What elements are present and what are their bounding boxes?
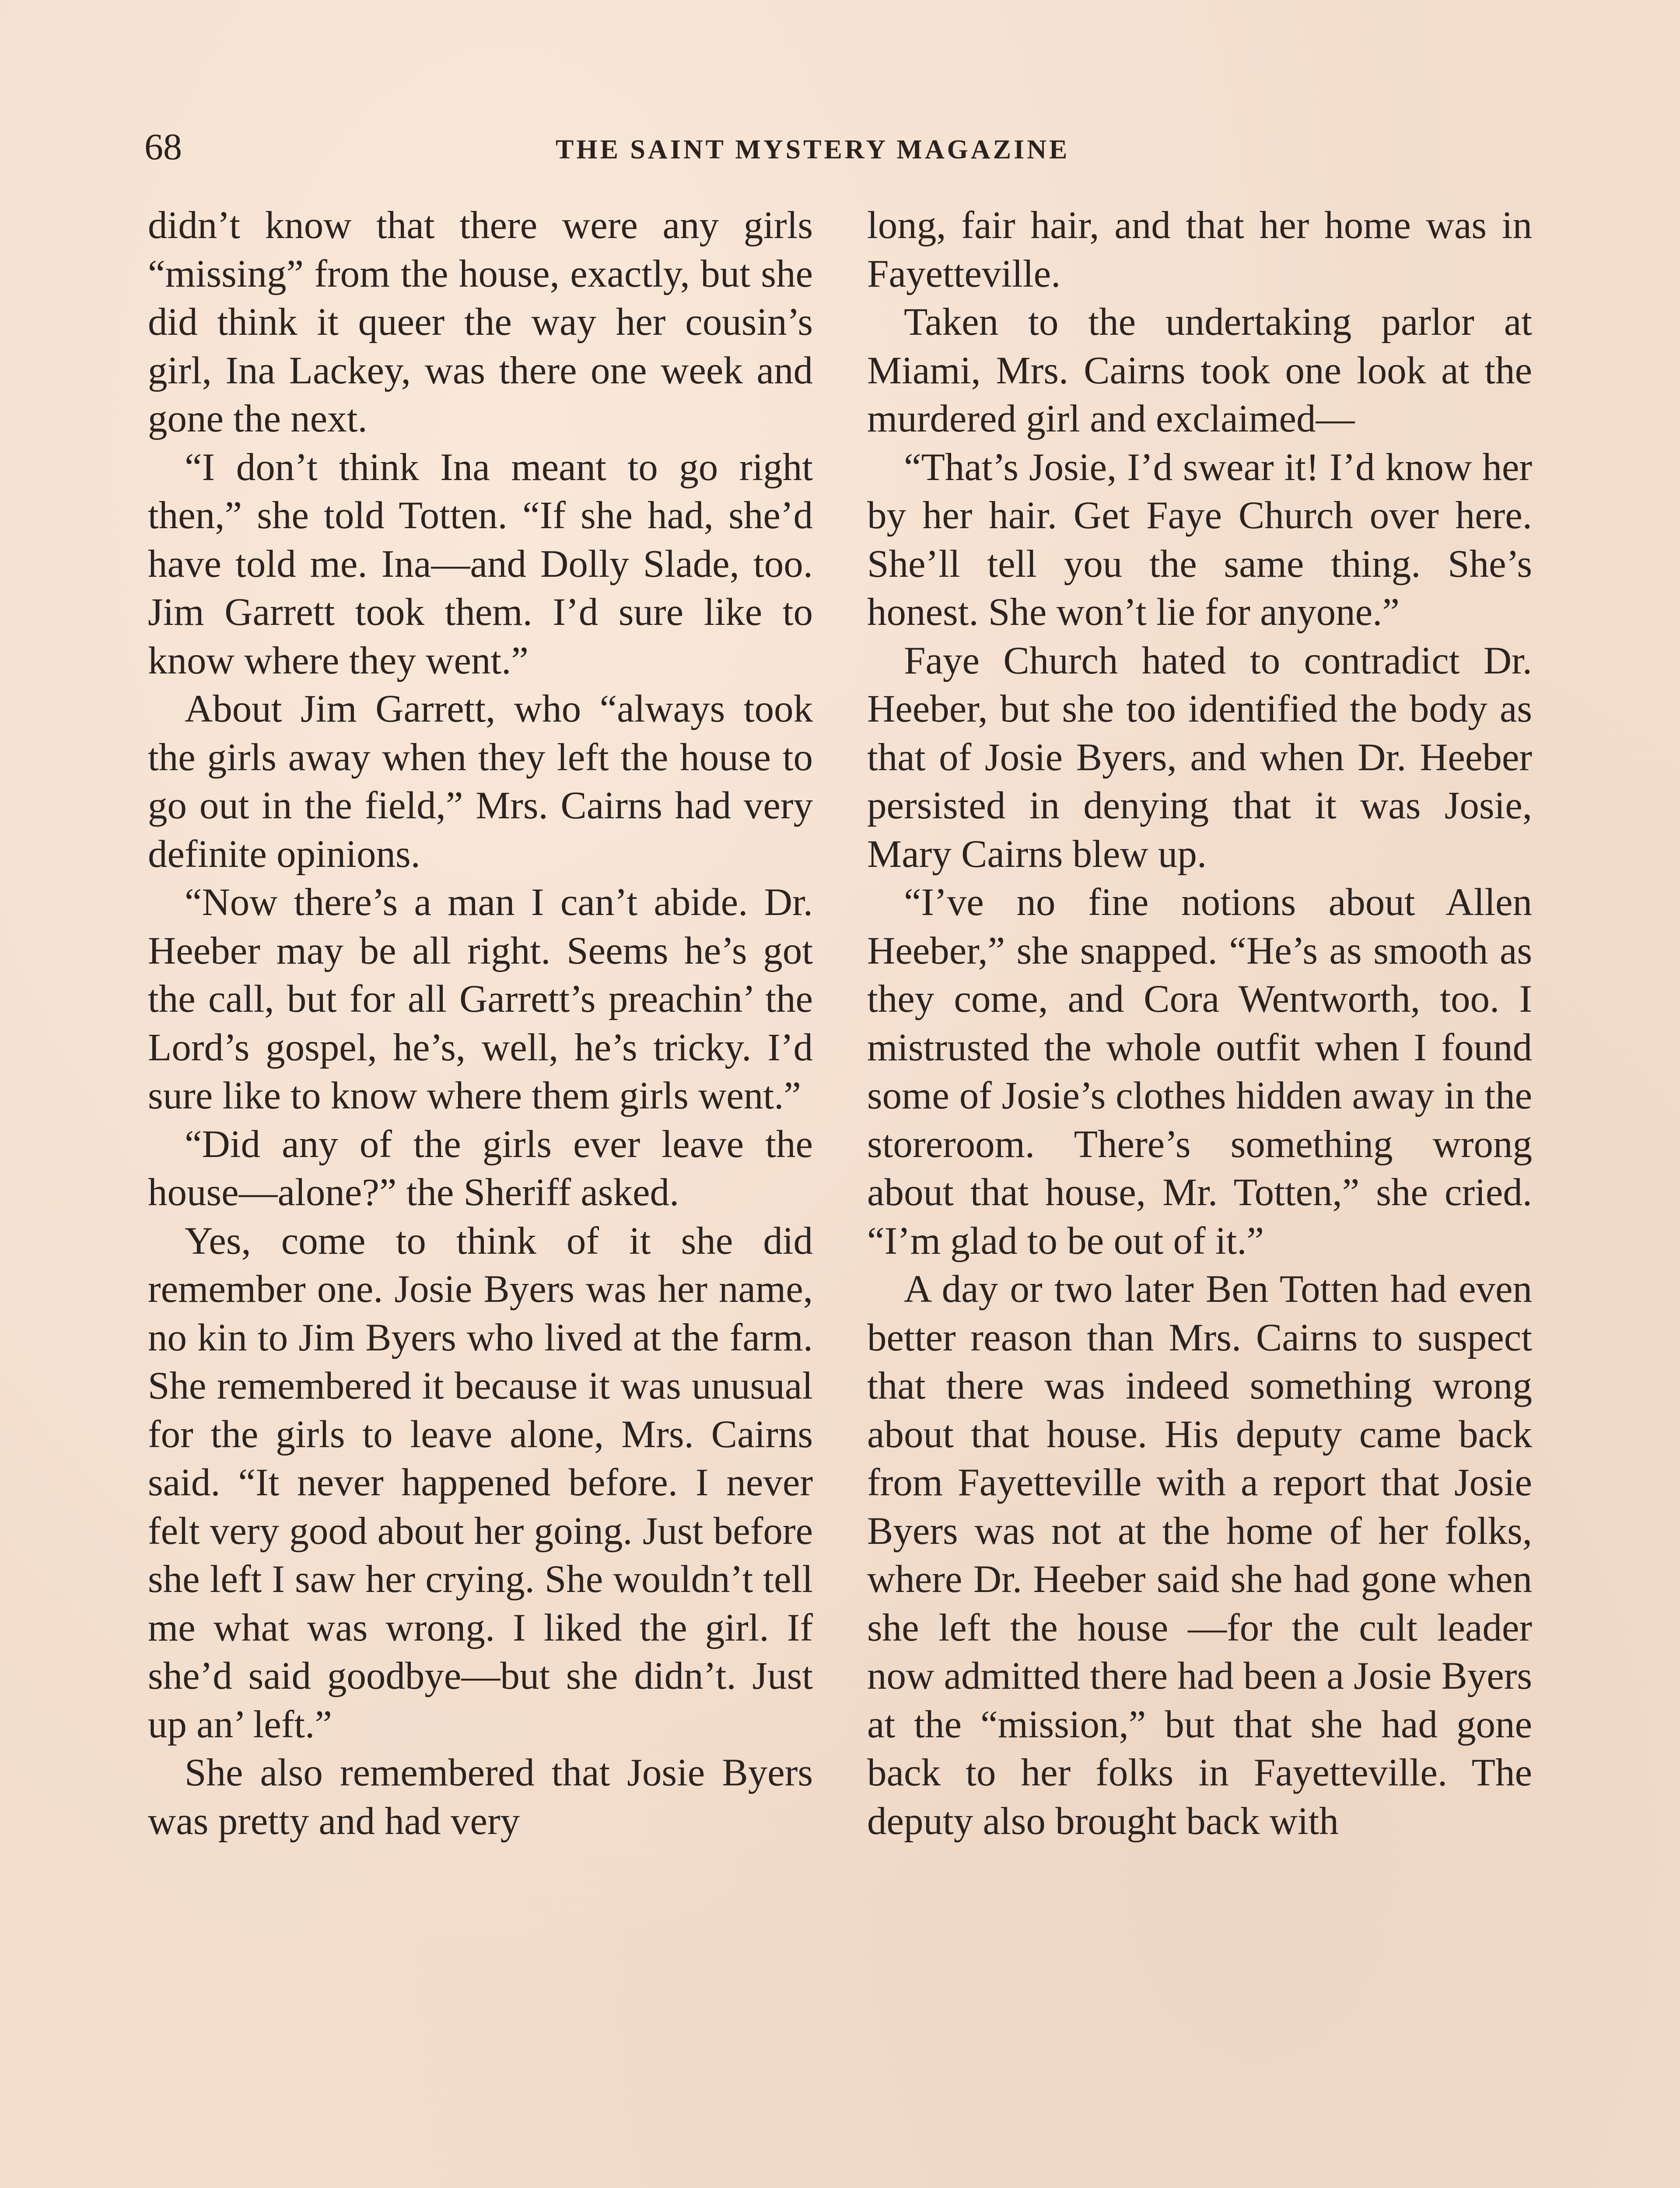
paragraph: “I’ve no fine notions about Allen Heeber,” she snapped. “He’s as smooth as they come, and Cora Wentworth, too. I mistrusted the whole outfit when I found some of Josie’s clothes hidden away in the storeroom. There’s something wrong about that house, Mr. Totten,” she cried. “I’m glad to be out of it.” bbox=[867, 881, 1532, 1262]
page-number: 68 bbox=[144, 126, 182, 168]
paragraph: A day or two later Ben Totten had even better reason than Mrs. Cairns to suspect that there was indeed something wrong about that house. His deputy came back from Fayetteville with a report that Josie Byers was not at the home of her folks, where Dr. Heeber said she had gone when she left the house —for the cult leader now admitted there had been a Josie Byers at the “mission,” but that she had gone back to her folks in Fayetteville. The deputy also brought back with bbox=[867, 1268, 1532, 1843]
paragraph: “That’s Josie, I’d swear it! I’d know her by her hair. Get Faye Church over here. She’ll tell you the same thing. She’s honest. She won’t lie for anyone.” bbox=[867, 445, 1532, 634]
page-header bbox=[144, 125, 1553, 173]
paragraph: Taken to the undertaking parlor at Miami, Mrs. Cairns took one look at the murdered girl and exclaimed— bbox=[867, 301, 1532, 440]
paragraph: Faye Church hated to contradict Dr. Heeber, but she too identified the body as that of Josie Byers, and when Dr. Heeber persisted in denying that it was Josie, Mary Cairns blew up. bbox=[867, 639, 1532, 876]
paragraph: “I don’t think Ina meant to go right then,” she told Totten. “If she had, she’d have told me. Ina—and Dolly Slade, too. Jim Garrett took them. I’d sure like to know where they went.” bbox=[148, 445, 813, 682]
paragraph: About Jim Garrett, who “always took the girls away when they left the house to go out in the field,” Mrs. Cairns had very definite opinions. bbox=[148, 687, 813, 876]
paragraph: didn’t know that there were any girls “missing” from the house, exactly, but she did think it queer the way her cousin’s girl, Ina Lackey, was there one week and gone the next. bbox=[148, 204, 813, 440]
running-head-title: THE SAINT MYSTERY MAGAZINE bbox=[556, 135, 1070, 165]
right-column bbox=[867, 201, 1532, 1845]
paragraph: Yes, come to think of it she did remember one. Josie Byers was her name, no kin to Jim Byers who lived at the farm. She remembered it because it was unusual for the girls to leave alone, Mrs. Cairns said. “It never happened before. I never felt very good about her going. Just before she left I saw her crying. She wouldn’t tell me what was wrong. I liked the girl. If she’d said goodbye—but she didn’t. Just up an’ left.” bbox=[148, 1219, 813, 1746]
paragraph: “Did any of the girls ever leave the house—alone?” the Sheriff asked. bbox=[148, 1122, 813, 1214]
paragraph: She also remembered that Josie Byers was pretty and had very bbox=[148, 1751, 813, 1843]
paragraph: long, fair hair, and that her home was in Fayetteville. bbox=[867, 204, 1532, 295]
paragraph: “Now there’s a man I can’t abide. Dr. Heeber may be all right. Seems he’s got the call, but for all Garrett’s preachin’ the Lord’s gospel, he’s, well, he’s tricky. I’d sure like to know where them girls went.” bbox=[148, 881, 813, 1117]
left-column bbox=[148, 201, 813, 1845]
